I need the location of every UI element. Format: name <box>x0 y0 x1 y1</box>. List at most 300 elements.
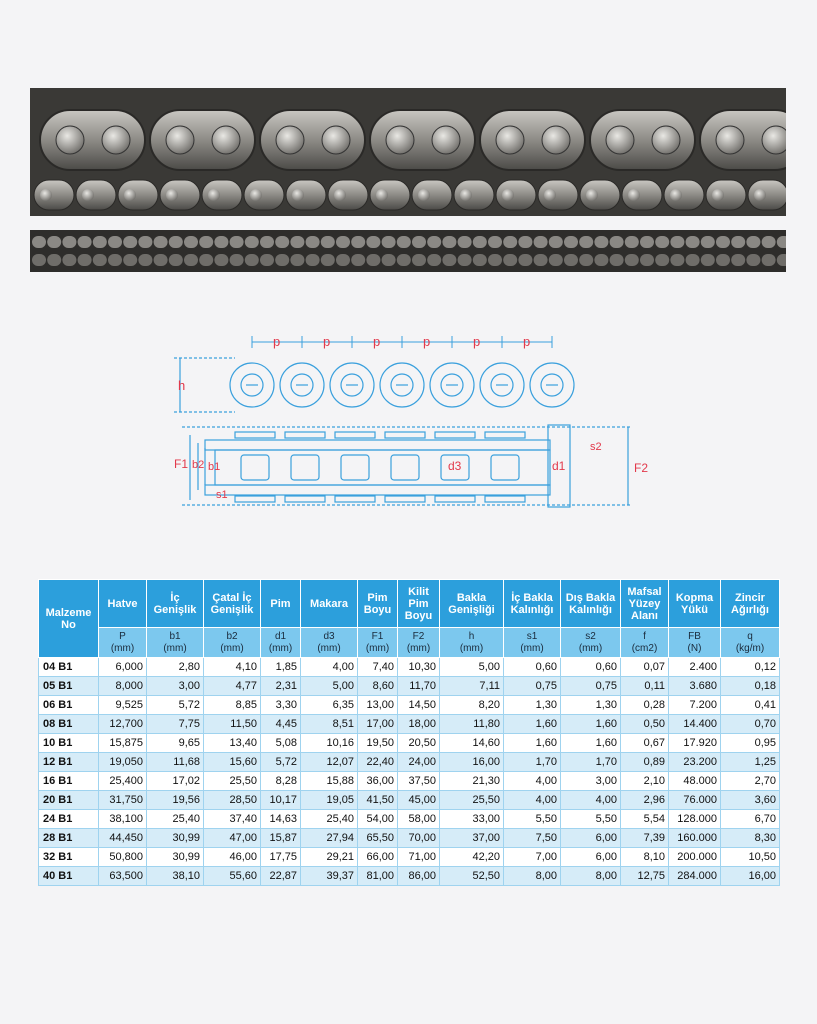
unit-symbol: h <box>468 630 475 642</box>
table-cell: 7,00 <box>504 848 561 867</box>
table-cell: 0,60 <box>504 658 561 677</box>
chain-plate <box>518 254 532 266</box>
table-cell: 39,37 <box>301 867 358 886</box>
chain-plate <box>716 236 730 248</box>
chain-plate <box>336 254 350 266</box>
table-cell: 22,40 <box>358 753 398 772</box>
chain-pin <box>606 126 634 154</box>
table-cell: 21,30 <box>440 772 504 791</box>
material-no-cell: 20 B1 <box>39 791 99 810</box>
table-cell: 29,21 <box>301 848 358 867</box>
chain-plate <box>442 254 456 266</box>
outer-plate-edge <box>435 432 475 438</box>
table-cell: 15,88 <box>301 772 358 791</box>
dim-label-b2: b2 <box>192 459 205 471</box>
chain-plate <box>762 254 776 266</box>
chain-pin <box>628 189 640 201</box>
column-unit <box>99 628 147 658</box>
table-cell: 38,100 <box>99 810 147 829</box>
table-cell: 58,00 <box>398 810 440 829</box>
chain-pin <box>652 126 680 154</box>
table-cell: 25,50 <box>440 791 504 810</box>
table-cell: 15,87 <box>261 829 301 848</box>
table-cell: 8,000 <box>99 677 147 696</box>
table-cell: 48.000 <box>669 772 721 791</box>
chain-plate <box>701 254 715 266</box>
dim-label-f2: F2 <box>634 461 649 475</box>
outer-plate-edge <box>485 432 525 438</box>
table-cell: 55,60 <box>204 867 261 886</box>
table-cell: 37,40 <box>204 810 261 829</box>
chain-plate <box>686 236 700 248</box>
table-cell: 14,60 <box>440 734 504 753</box>
chain-plate <box>275 236 289 248</box>
chain-plate <box>473 236 487 248</box>
table-cell: 10,30 <box>398 658 440 677</box>
chain-plate <box>488 254 502 266</box>
table-cell: 44,450 <box>99 829 147 848</box>
table-cell: 28,50 <box>204 791 261 810</box>
table-cell: 0,18 <box>721 677 780 696</box>
chain-plate <box>47 254 61 266</box>
chain-plate <box>290 254 304 266</box>
table-cell: 11,70 <box>398 677 440 696</box>
table-cell: 3.680 <box>669 677 721 696</box>
table-cell: 11,80 <box>440 715 504 734</box>
outer-plate-edge <box>235 496 275 502</box>
material-no-cell: 06 B1 <box>39 696 99 715</box>
column-unit <box>147 628 204 658</box>
chain-pin <box>586 189 598 201</box>
chain-pin <box>208 189 220 201</box>
column-unit <box>301 628 358 658</box>
table-cell: 65,50 <box>358 829 398 848</box>
material-no-cell: 32 B1 <box>39 848 99 867</box>
chain-plate <box>746 236 760 248</box>
table-cell: 30,99 <box>147 829 204 848</box>
dim-label-h: h <box>178 378 186 393</box>
chain-plate <box>748 180 786 210</box>
chain-pin <box>670 189 682 201</box>
dim-label-b1: b1 <box>208 461 221 473</box>
table-cell: 17,02 <box>147 772 204 791</box>
table-cell: 2.400 <box>669 658 721 677</box>
dim-label-d3: d3 <box>448 459 462 473</box>
unit-label: (mm) <box>268 642 293 654</box>
table-cell: 128.000 <box>669 810 721 829</box>
chain-plate <box>336 236 350 248</box>
chain-plate <box>503 254 517 266</box>
table-cell: 17,75 <box>261 848 301 867</box>
chain-plate <box>549 236 563 248</box>
table-cell: 8,00 <box>561 867 621 886</box>
table-cell: 1,60 <box>561 715 621 734</box>
table-cell: 4,00 <box>561 791 621 810</box>
table-row <box>39 810 780 829</box>
roller-rect <box>341 455 369 480</box>
table-cell: 70,00 <box>398 829 440 848</box>
chain-plate <box>670 236 684 248</box>
table-cell: 17.920 <box>669 734 721 753</box>
table-cell: 76.000 <box>669 791 721 810</box>
chain-pin <box>334 189 346 201</box>
table-cell: 0,75 <box>561 677 621 696</box>
chain-plate <box>731 254 745 266</box>
dim-label-s1: s1 <box>216 489 228 501</box>
table-cell: 5,72 <box>261 753 301 772</box>
chain-plate <box>397 236 411 248</box>
chain-pin <box>292 189 304 201</box>
table-cell: 42,20 <box>440 848 504 867</box>
table-cell: 0,75 <box>504 677 561 696</box>
chain-plate <box>108 236 122 248</box>
column-header: Hatve <box>99 580 147 628</box>
chain-spec-table <box>38 579 780 886</box>
table-cell: 25,50 <box>204 772 261 791</box>
outer-plate-edge <box>385 432 425 438</box>
table-cell: 3,60 <box>721 791 780 810</box>
table-cell: 1,60 <box>561 734 621 753</box>
table-cell: 13,00 <box>358 696 398 715</box>
table-cell: 4,00 <box>504 791 561 810</box>
unit-symbol: F1 <box>371 630 384 642</box>
chain-plate <box>458 254 472 266</box>
table-cell: 19,050 <box>99 753 147 772</box>
outer-plate-edge <box>485 496 525 502</box>
pitch-label: p <box>473 334 481 349</box>
chain-plate <box>306 254 320 266</box>
unit-symbol: P <box>119 630 126 642</box>
table-cell: 1,30 <box>561 696 621 715</box>
chain-plate <box>762 236 776 248</box>
table-cell: 5,00 <box>440 658 504 677</box>
table-cell: 0,60 <box>561 658 621 677</box>
chain-plate <box>594 236 608 248</box>
chain-plate <box>458 236 472 248</box>
table-cell: 86,00 <box>398 867 440 886</box>
chain-plate <box>564 236 578 248</box>
chain-plate <box>488 236 502 248</box>
table-cell: 16,00 <box>721 867 780 886</box>
table-cell: 7,75 <box>147 715 204 734</box>
chain-plate <box>701 236 715 248</box>
column-header: Pim Boyu <box>358 580 398 628</box>
unit-label: (kg/m) <box>735 642 765 654</box>
chain-pin <box>502 189 514 201</box>
chain-pin <box>250 189 262 201</box>
chain-plate <box>442 236 456 248</box>
table-cell: 0,89 <box>621 753 669 772</box>
table-cell: 7,11 <box>440 677 504 696</box>
material-no-cell: 16 B1 <box>39 772 99 791</box>
table-row <box>39 696 780 715</box>
chain-plate <box>382 236 396 248</box>
table-units-row <box>39 628 780 658</box>
table-row <box>39 772 780 791</box>
table-cell: 3,00 <box>147 677 204 696</box>
chain-plate <box>412 236 426 248</box>
column-header: Zincir Ağırlığı <box>721 580 780 628</box>
table-cell: 37,00 <box>440 829 504 848</box>
table-cell: 71,00 <box>398 848 440 867</box>
column-unit <box>204 628 261 658</box>
chain-plate <box>123 236 137 248</box>
chain-pin <box>376 189 388 201</box>
dim-label-f1: F1 <box>174 457 189 471</box>
column-header: Çatal İç Genişlik <box>204 580 261 628</box>
chain-plate <box>32 236 46 248</box>
chain-plate <box>230 254 244 266</box>
table-cell: 11,68 <box>147 753 204 772</box>
chain-plate <box>397 254 411 266</box>
table-row <box>39 734 780 753</box>
chain-pin <box>166 189 178 201</box>
table-cell: 54,00 <box>358 810 398 829</box>
table-cell: 27,94 <box>301 829 358 848</box>
table-cell: 52,50 <box>440 867 504 886</box>
table-cell: 8,10 <box>621 848 669 867</box>
table-cell: 63,500 <box>99 867 147 886</box>
table-cell: 1,85 <box>261 658 301 677</box>
chain-plate <box>214 254 228 266</box>
chain-plate <box>154 254 168 266</box>
chain-plate <box>245 236 259 248</box>
chain-plate <box>184 254 198 266</box>
table-cell: 10,16 <box>301 734 358 753</box>
table-cell: 284.000 <box>669 867 721 886</box>
chain-plate <box>199 254 213 266</box>
chain-plate <box>625 236 639 248</box>
column-header: Bakla Genişliği <box>440 580 504 628</box>
column-header: İç Bakla Kalınlığı <box>504 580 561 628</box>
table-cell: 2,80 <box>147 658 204 677</box>
table-row <box>39 753 780 772</box>
table-cell: 8,60 <box>358 677 398 696</box>
chain-plate <box>321 254 335 266</box>
table-cell: 8,20 <box>440 696 504 715</box>
table-cell: 6,00 <box>561 829 621 848</box>
table-cell: 2,96 <box>621 791 669 810</box>
column-unit <box>621 628 669 658</box>
table-cell: 6,00 <box>561 848 621 867</box>
pitch-label: p <box>273 334 281 349</box>
chain-plate <box>382 254 396 266</box>
unit-symbol: d1 <box>274 630 287 642</box>
chain-plate <box>78 236 92 248</box>
unit-label: (N) <box>687 642 702 654</box>
chain-plate <box>655 236 669 248</box>
table-cell: 5,54 <box>621 810 669 829</box>
chain-plate <box>366 254 380 266</box>
table-cell: 8,30 <box>721 829 780 848</box>
table-cell: 8,00 <box>504 867 561 886</box>
table-header-row <box>39 580 780 628</box>
table-cell: 4,00 <box>301 658 358 677</box>
table-cell: 4,45 <box>261 715 301 734</box>
chain-plate <box>534 254 548 266</box>
table-cell: 1,60 <box>504 734 561 753</box>
unit-symbol: f <box>643 630 646 642</box>
chain-plate <box>351 236 365 248</box>
table-cell: 8,85 <box>204 696 261 715</box>
table-cell: 23.200 <box>669 753 721 772</box>
roller-chain-photo <box>30 80 786 272</box>
chain-pin <box>322 126 350 154</box>
table-cell: 1,60 <box>504 715 561 734</box>
table-cell: 7,50 <box>504 829 561 848</box>
chain-plate <box>610 254 624 266</box>
chain-plate <box>123 254 137 266</box>
table-cell: 41,50 <box>358 791 398 810</box>
chain-pin <box>276 126 304 154</box>
chain-plate <box>640 254 654 266</box>
outer-plate-edge <box>335 496 375 502</box>
chain-pin <box>432 126 460 154</box>
chain-pin <box>496 126 524 154</box>
chain-pin <box>124 189 136 201</box>
chain-plate <box>47 236 61 248</box>
material-no-cell: 28 B1 <box>39 829 99 848</box>
table-cell: 7,39 <box>621 829 669 848</box>
pitch-label: p <box>423 334 431 349</box>
chain-plate <box>427 236 441 248</box>
chain-plate <box>655 254 669 266</box>
table-cell: 0,67 <box>621 734 669 753</box>
outer-plate-edge <box>235 432 275 438</box>
chain-pin <box>544 189 556 201</box>
chain-plate <box>108 254 122 266</box>
column-header: Kilit Pim Boyu <box>398 580 440 628</box>
table-cell: 47,00 <box>204 829 261 848</box>
chain-plate <box>518 236 532 248</box>
chain-pin <box>102 126 130 154</box>
chain-pin <box>40 189 52 201</box>
roller-rect <box>391 455 419 480</box>
chain-pin <box>712 189 724 201</box>
table-cell: 200.000 <box>669 848 721 867</box>
chain-plate <box>746 254 760 266</box>
chain-plate <box>625 254 639 266</box>
chain-plate <box>62 254 76 266</box>
chain-pin <box>82 189 94 201</box>
table-cell: 19,56 <box>147 791 204 810</box>
table-cell: 0,70 <box>721 715 780 734</box>
chain-plate <box>230 236 244 248</box>
pitch-label: p <box>373 334 381 349</box>
column-unit <box>504 628 561 658</box>
chain-plate <box>549 254 563 266</box>
table-row <box>39 791 780 810</box>
outer-plate-edge <box>285 432 325 438</box>
table-cell: 25,40 <box>147 810 204 829</box>
chain-plate <box>306 236 320 248</box>
unit-label: (mm) <box>520 642 544 654</box>
table-cell: 0,11 <box>621 677 669 696</box>
table-row <box>39 715 780 734</box>
chain-plate <box>579 236 593 248</box>
table-cell: 3,30 <box>261 696 301 715</box>
table-cell: 6,35 <box>301 696 358 715</box>
table-cell: 16,00 <box>440 753 504 772</box>
table-cell: 0,50 <box>621 715 669 734</box>
chain-plate <box>351 254 365 266</box>
column-unit <box>261 628 301 658</box>
unit-symbol: s1 <box>526 630 538 642</box>
table-cell: 0,41 <box>721 696 780 715</box>
table-cell: 36,00 <box>358 772 398 791</box>
pitch-label: p <box>323 334 331 349</box>
unit-label: (cm2) <box>631 642 658 654</box>
roller-rect <box>291 455 319 480</box>
chain-pin <box>386 126 414 154</box>
table-cell: 1,25 <box>721 753 780 772</box>
table-cell: 20,50 <box>398 734 440 753</box>
chain-pin <box>56 126 84 154</box>
material-no-cell: 10 B1 <box>39 734 99 753</box>
table-cell: 9,525 <box>99 696 147 715</box>
chain-plate <box>154 236 168 248</box>
chain-plate <box>731 236 745 248</box>
table-cell: 8,51 <box>301 715 358 734</box>
table-cell: 2,31 <box>261 677 301 696</box>
chain-pin <box>166 126 194 154</box>
column-header: Pim <box>261 580 301 628</box>
chain-plate <box>640 236 654 248</box>
table-cell: 30,99 <box>147 848 204 867</box>
unit-label: (mm) <box>220 642 244 654</box>
unit-label: (mm) <box>110 642 135 654</box>
chain-plate <box>214 236 228 248</box>
unit-symbol: b1 <box>169 630 181 642</box>
table-cell: 0,07 <box>621 658 669 677</box>
table-cell: 4,10 <box>204 658 261 677</box>
column-header: Dış Bakla Kalınlığı <box>561 580 621 628</box>
table-cell: 10,17 <box>261 791 301 810</box>
table-cell: 5,50 <box>561 810 621 829</box>
table-cell: 12,75 <box>621 867 669 886</box>
table-cell: 7,40 <box>358 658 398 677</box>
chain-plate <box>275 254 289 266</box>
table-cell: 5,00 <box>301 677 358 696</box>
table-cell: 13,40 <box>204 734 261 753</box>
table-cell: 1,70 <box>561 753 621 772</box>
chain-plate <box>610 236 624 248</box>
table-cell: 12,700 <box>99 715 147 734</box>
table-cell: 7.200 <box>669 696 721 715</box>
chain-plate <box>138 254 152 266</box>
table-cell: 33,00 <box>440 810 504 829</box>
chain-plate <box>427 254 441 266</box>
table-cell: 2,70 <box>721 772 780 791</box>
table-cell: 6,000 <box>99 658 147 677</box>
roller-rect <box>491 455 519 480</box>
table-cell: 19,05 <box>301 791 358 810</box>
table-cell: 17,00 <box>358 715 398 734</box>
column-unit <box>358 628 398 658</box>
table-cell: 0,95 <box>721 734 780 753</box>
chain-plate <box>290 236 304 248</box>
chain-plate <box>184 236 198 248</box>
table-cell: 4,00 <box>504 772 561 791</box>
table-cell: 14,63 <box>261 810 301 829</box>
chain-plate <box>534 236 548 248</box>
column-header: Kopma Yükü <box>669 580 721 628</box>
table-cell: 50,800 <box>99 848 147 867</box>
table-cell: 6,70 <box>721 810 780 829</box>
column-unit <box>721 628 780 658</box>
unit-symbol: s2 <box>585 630 596 642</box>
table-cell: 1,70 <box>504 753 561 772</box>
